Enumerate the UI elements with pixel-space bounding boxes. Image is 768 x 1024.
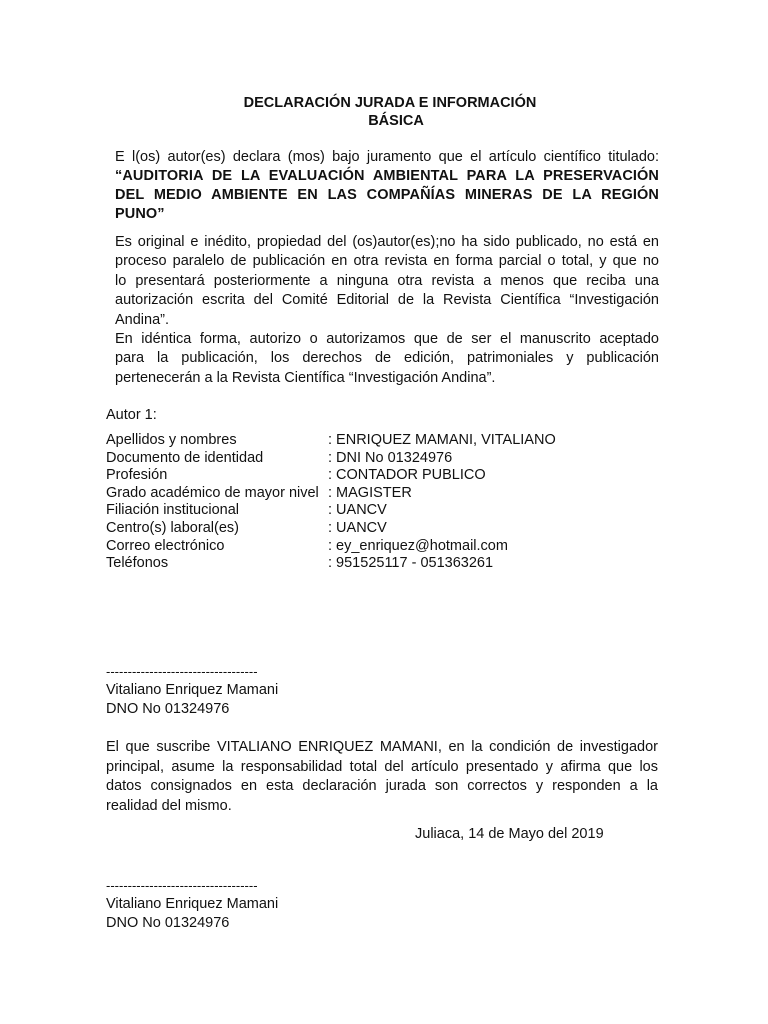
article-title-line: PUNO” xyxy=(115,206,165,222)
article-title-line: DEL MEDIO AMBIENTE EN LAS COMPAÑÍAS MINERAS DE LA REGIÓN xyxy=(115,187,659,203)
paragraph-line: principal, asume la responsabilidad total del artículo presentado y afirma que los xyxy=(106,758,658,775)
field-row-id xyxy=(106,450,666,468)
signature-block-2 xyxy=(106,876,278,933)
paragraph-line: Andina”. xyxy=(115,311,170,328)
field-label: Centro(s) laboral(es) xyxy=(106,519,239,536)
signature-name: Vitaliano Enriquez Mamani xyxy=(106,682,279,698)
field-value: : UANCV xyxy=(328,519,387,536)
field-row-degree xyxy=(106,485,666,503)
signature-document: DNO No 01324976 xyxy=(106,701,230,717)
field-value: : 951525117 - 051363261 xyxy=(328,555,494,572)
signature-block-1 xyxy=(106,662,278,719)
field-value: : MAGISTER xyxy=(328,484,412,501)
paragraph-line: autorización escrita del Comité Editorial de la Revista Científica “Investigación xyxy=(115,292,659,309)
date-line: Juliaca, 14 de Mayo del 2019 xyxy=(415,826,604,842)
intro-text xyxy=(115,148,659,167)
paragraph-line: lo presentará posteriormente a ninguna otra revista a menos que reciba una xyxy=(115,272,659,289)
field-value: : DNI No 01324976 xyxy=(328,449,453,466)
article-title-line: “AUDITORIA DE LA EVALUACIÓN AMBIENTAL PARA LA PRESERVACIÓN xyxy=(115,168,659,184)
field-label: Apellidos y nombres xyxy=(106,432,237,448)
signature-line: ----------------------------------- xyxy=(106,664,258,679)
declaration-paragraph xyxy=(115,233,659,388)
paragraph-line: El que suscribe VITALIANO ENRIQUEZ MAMANI, en la condición de investigador xyxy=(106,739,658,755)
field-value: : ey_enriquez@hotmail.com xyxy=(328,537,508,554)
intro-line: E l(os) autor(es) declara (mos) bajo juramento que el artículo científico titulado: xyxy=(115,149,659,165)
signature-line: ----------------------------------- xyxy=(106,878,258,893)
paragraph-line: datos consignados en esta declaración jurada son correctos y responden a la xyxy=(106,778,658,794)
field-label: Teléfonos xyxy=(106,555,169,572)
paragraph-line: En idéntica forma, autorizo o autorizamos que de ser el manuscrito aceptado xyxy=(115,331,659,348)
field-row-email xyxy=(106,538,666,556)
paragraph-line: para la publicación, los derechos de edición, patrimoniales y publicación xyxy=(115,350,659,367)
document-title-line1: DECLARACIÓN JURADA E INFORMACIÓN xyxy=(243,95,537,111)
paragraph-line: pertenecerán a la Revista Científica “Investigación Andina”. xyxy=(115,369,496,386)
article-title xyxy=(115,167,659,224)
field-label: Profesión xyxy=(106,467,168,484)
signature-document: DNO No 01324976 xyxy=(106,915,230,931)
paragraph-line: realidad del mismo. xyxy=(106,797,232,814)
field-row-profession xyxy=(106,467,666,485)
field-row-workplace xyxy=(106,520,666,538)
paragraph-line: proceso paralelo de publicación en otra revista en forma parcial o total, y que no xyxy=(115,253,659,270)
author-fields xyxy=(106,432,666,573)
field-value: : ENRIQUEZ MAMANI, VITALIANO xyxy=(328,432,556,448)
document-title-line2: BÁSICA xyxy=(368,113,424,129)
responsibility-paragraph xyxy=(106,738,658,816)
field-label: Grado académico de mayor nivel xyxy=(106,484,319,501)
field-value: : UANCV xyxy=(328,502,387,519)
field-label: Filiación institucional xyxy=(106,502,239,519)
paragraph-line: Es original e inédito, propiedad del (os)autor(es);no ha sido publicado, no está en xyxy=(115,234,659,250)
field-row-affiliation xyxy=(106,502,666,520)
field-row-names xyxy=(106,432,666,450)
field-value: : CONTADOR PUBLICO xyxy=(328,467,486,484)
signature-name: Vitaliano Enriquez Mamani xyxy=(106,896,279,912)
field-row-phones xyxy=(106,555,666,573)
field-label: Documento de identidad xyxy=(106,449,264,466)
author-heading: Autor 1: xyxy=(106,407,157,423)
field-label: Correo electrónico xyxy=(106,537,225,554)
